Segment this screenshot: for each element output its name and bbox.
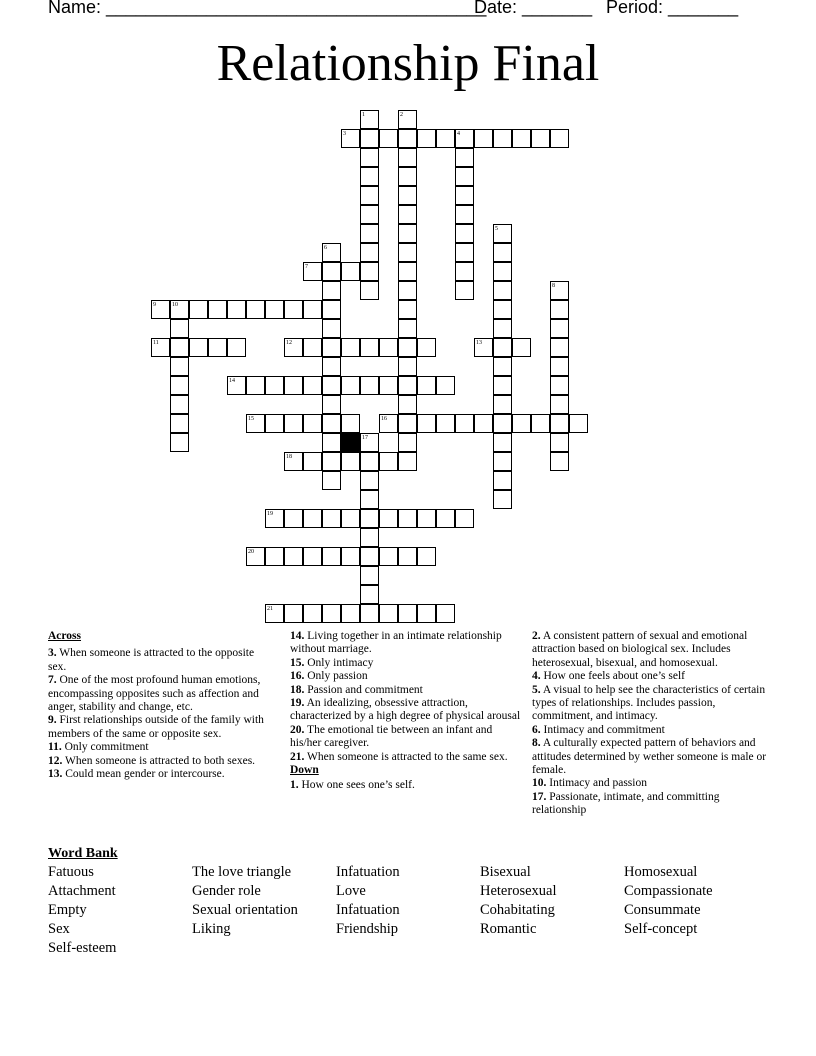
word-bank-item: Cohabitating bbox=[480, 902, 555, 918]
grid-cell[interactable] bbox=[398, 205, 417, 224]
grid-cell[interactable] bbox=[208, 338, 227, 357]
grid-cell[interactable] bbox=[455, 281, 474, 300]
word-bank-column-1 bbox=[48, 863, 116, 958]
grid-cell[interactable] bbox=[360, 110, 379, 129]
clues-column-2 bbox=[290, 630, 522, 793]
grid-cell[interactable] bbox=[341, 414, 360, 433]
word-bank-item: Liking bbox=[192, 921, 231, 937]
grid-cell[interactable] bbox=[322, 433, 341, 452]
grid-cell[interactable] bbox=[493, 129, 512, 148]
grid-cell[interactable] bbox=[170, 300, 189, 319]
grid-cell[interactable] bbox=[493, 490, 512, 509]
grid-cell[interactable] bbox=[417, 129, 436, 148]
grid-cell[interactable] bbox=[550, 338, 569, 357]
grid-cell[interactable] bbox=[341, 604, 360, 623]
grid-cell[interactable] bbox=[493, 414, 512, 433]
down-heading: Down bbox=[290, 764, 319, 777]
grid-cell[interactable] bbox=[322, 281, 341, 300]
grid-cell[interactable] bbox=[455, 224, 474, 243]
clue-number: 13 bbox=[476, 340, 482, 346]
grid-cell[interactable] bbox=[474, 338, 493, 357]
clue-number: 21 bbox=[267, 606, 273, 612]
grid-cell[interactable] bbox=[360, 528, 379, 547]
grid-cell[interactable] bbox=[455, 243, 474, 262]
clue-number: 15 bbox=[248, 416, 254, 422]
word-bank-item: Attachment bbox=[48, 883, 116, 899]
word-bank-item: Romantic bbox=[480, 921, 537, 937]
clue-down-8: 8. A culturally expected pattern of behaviors and attitudes determined by wether someone is male or female. bbox=[532, 737, 767, 777]
clue-across-15: 15. Only intimacy bbox=[290, 656, 374, 669]
grid-cell[interactable] bbox=[322, 243, 341, 262]
word-bank-item: Compassionate bbox=[624, 883, 713, 899]
grid-cell[interactable] bbox=[550, 395, 569, 414]
grid-cell[interactable] bbox=[455, 148, 474, 167]
grid-cell[interactable] bbox=[550, 433, 569, 452]
grid-cell[interactable] bbox=[455, 186, 474, 205]
clue-number: 8 bbox=[552, 283, 555, 289]
grid-cell[interactable] bbox=[341, 262, 360, 281]
word-bank-item: Empty bbox=[48, 902, 87, 918]
grid-cell[interactable] bbox=[170, 395, 189, 414]
grid-cell[interactable] bbox=[398, 262, 417, 281]
grid-cell[interactable] bbox=[417, 509, 436, 528]
date-field[interactable]: Date: _______ bbox=[474, 0, 593, 17]
clue-down-4: 4. How one feels about one’s self bbox=[532, 670, 685, 683]
word-bank-item: The love triangle bbox=[192, 864, 292, 880]
clue-across-16: 16. Only passion bbox=[290, 670, 368, 683]
grid-cell[interactable] bbox=[379, 509, 398, 528]
grid-cell[interactable] bbox=[303, 414, 322, 433]
clue-down-17: 17. Passionate, intimate, and committing relationship bbox=[532, 790, 720, 817]
clue-across-19: 19. An idealizing, obsessive attraction, characterized by a high degree of physical arousal bbox=[290, 697, 521, 723]
grid-cell[interactable] bbox=[189, 338, 208, 357]
across-heading: Across bbox=[48, 630, 82, 642]
grid-cell[interactable] bbox=[455, 262, 474, 281]
clue-number: 18 bbox=[286, 454, 292, 460]
grid-cell[interactable] bbox=[398, 167, 417, 186]
grid-cell[interactable] bbox=[360, 452, 379, 471]
clue-across-12: 12. When someone is attracted to both sexes. bbox=[48, 754, 256, 767]
grid-cell[interactable] bbox=[474, 129, 493, 148]
grid-cell[interactable] bbox=[303, 547, 322, 566]
word-bank-item: Self-esteem bbox=[48, 940, 117, 956]
grid-cell[interactable] bbox=[360, 585, 379, 604]
grid-cell[interactable] bbox=[227, 338, 246, 357]
grid-cell[interactable] bbox=[436, 376, 455, 395]
grid-cell[interactable] bbox=[284, 376, 303, 395]
grid-cell[interactable] bbox=[360, 604, 379, 623]
clue-number: 17 bbox=[362, 435, 368, 441]
grid-cell[interactable] bbox=[341, 129, 360, 148]
black-cell bbox=[341, 433, 360, 452]
grid-cell[interactable] bbox=[341, 452, 360, 471]
grid-cell[interactable] bbox=[360, 129, 379, 148]
word-bank-item: Fatuous bbox=[48, 864, 94, 880]
word-bank-item: Friendship bbox=[336, 921, 399, 937]
grid-cell[interactable] bbox=[360, 376, 379, 395]
grid-cell[interactable] bbox=[398, 376, 417, 395]
grid-cell[interactable] bbox=[493, 243, 512, 262]
grid-cell[interactable] bbox=[170, 414, 189, 433]
grid-cell[interactable] bbox=[474, 414, 493, 433]
grid-cell[interactable] bbox=[550, 300, 569, 319]
grid-cell[interactable] bbox=[360, 262, 379, 281]
grid-cell[interactable] bbox=[398, 110, 417, 129]
grid-cell[interactable] bbox=[398, 395, 417, 414]
clue-number: 11 bbox=[153, 340, 159, 346]
grid-cell[interactable] bbox=[398, 224, 417, 243]
grid-cell[interactable] bbox=[208, 300, 227, 319]
clue-number: 10 bbox=[172, 302, 178, 308]
clue-across-20: 20. The emotional tie between an infant and his/her caregiver. bbox=[290, 723, 493, 750]
grid-cell[interactable] bbox=[341, 376, 360, 395]
grid-cell[interactable] bbox=[398, 414, 417, 433]
clue-across-13: 13. Could mean gender or intercourse. bbox=[48, 768, 225, 781]
grid-cell[interactable] bbox=[360, 186, 379, 205]
grid-cell[interactable] bbox=[170, 338, 189, 357]
grid-cell[interactable] bbox=[493, 262, 512, 281]
grid-cell[interactable] bbox=[398, 338, 417, 357]
word-bank-column-2 bbox=[192, 863, 298, 939]
grid-cell[interactable] bbox=[322, 471, 341, 490]
clue-number: 9 bbox=[153, 302, 156, 308]
grid-cell[interactable] bbox=[455, 129, 474, 148]
grid-cell[interactable] bbox=[360, 338, 379, 357]
clues-column-3 bbox=[532, 630, 770, 818]
grid-cell[interactable] bbox=[151, 300, 170, 319]
grid-cell[interactable] bbox=[265, 509, 284, 528]
grid-cell[interactable] bbox=[151, 338, 170, 357]
word-bank-item: Infatuation bbox=[336, 902, 400, 918]
grid-cell[interactable] bbox=[189, 300, 208, 319]
grid-cell[interactable] bbox=[265, 604, 284, 623]
grid-cell[interactable] bbox=[284, 509, 303, 528]
grid-cell[interactable] bbox=[398, 129, 417, 148]
clue-across-7: 7. One of the most profound human emotions, encompassing opposites such as affection and anger, stability and change, etc. bbox=[48, 674, 261, 714]
word-bank-item: Self-concept bbox=[624, 921, 698, 937]
grid-cell[interactable] bbox=[493, 281, 512, 300]
grid-cell[interactable] bbox=[322, 547, 341, 566]
grid-cell[interactable] bbox=[569, 414, 588, 433]
grid-cell[interactable] bbox=[379, 452, 398, 471]
clue-down-5: 5. A visual to help see the characteristics of certain types of relationships. Includes passion, commitment, and intimacy. bbox=[532, 683, 766, 723]
grid-cell[interactable] bbox=[512, 414, 531, 433]
name-field[interactable]: Name: ______________________________________ bbox=[48, 0, 487, 17]
grid-cell[interactable] bbox=[341, 509, 360, 528]
grid-cell[interactable] bbox=[550, 414, 569, 433]
grid-cell[interactable] bbox=[360, 205, 379, 224]
clue-across-18: 18. Passion and commitment bbox=[290, 683, 423, 696]
clue-across-9: 9. First relationships outside of the family with members of the same or opposite sex. bbox=[48, 714, 264, 740]
grid-cell[interactable] bbox=[322, 414, 341, 433]
clue-across-3: 3. When someone is attracted to the opposite sex. bbox=[48, 647, 255, 673]
grid-cell[interactable] bbox=[322, 357, 341, 376]
clue-down-10: 10. Intimacy and passion bbox=[532, 777, 647, 790]
grid-cell[interactable] bbox=[436, 509, 455, 528]
grid-cell[interactable] bbox=[303, 338, 322, 357]
grid-cell[interactable] bbox=[360, 243, 379, 262]
word-bank-item: Infatuation bbox=[336, 864, 400, 880]
word-bank-item: Sex bbox=[48, 921, 70, 937]
grid-cell[interactable] bbox=[360, 167, 379, 186]
grid-cell[interactable] bbox=[455, 414, 474, 433]
grid-cell[interactable] bbox=[550, 376, 569, 395]
grid-cell[interactable] bbox=[398, 148, 417, 167]
grid-cell[interactable] bbox=[417, 338, 436, 357]
grid-cell[interactable] bbox=[398, 357, 417, 376]
grid-cell[interactable] bbox=[398, 319, 417, 338]
grid-cell[interactable] bbox=[303, 452, 322, 471]
grid-cell[interactable] bbox=[493, 376, 512, 395]
word-bank-item: Consummate bbox=[624, 902, 701, 918]
clue-number: 2 bbox=[400, 112, 403, 118]
grid-cell[interactable] bbox=[436, 414, 455, 433]
clue-number: 7 bbox=[305, 264, 308, 270]
grid-cell[interactable] bbox=[303, 604, 322, 623]
grid-cell[interactable] bbox=[493, 433, 512, 452]
grid-cell[interactable] bbox=[284, 338, 303, 357]
word-bank-item: Love bbox=[336, 883, 366, 899]
grid-cell[interactable] bbox=[246, 300, 265, 319]
clue-number: 12 bbox=[286, 340, 292, 346]
grid-cell[interactable] bbox=[398, 452, 417, 471]
grid-cell[interactable] bbox=[455, 509, 474, 528]
word-bank-item: Sexual orientation bbox=[192, 902, 298, 918]
grid-cell[interactable] bbox=[265, 300, 284, 319]
grid-cell[interactable] bbox=[493, 452, 512, 471]
grid-cell[interactable] bbox=[322, 395, 341, 414]
grid-cell[interactable] bbox=[303, 376, 322, 395]
grid-cell[interactable] bbox=[417, 547, 436, 566]
grid-cell[interactable] bbox=[531, 129, 550, 148]
clues-column-1 bbox=[48, 630, 273, 781]
word-bank-item: Gender role bbox=[192, 883, 261, 899]
grid-cell[interactable] bbox=[322, 300, 341, 319]
grid-cell[interactable] bbox=[550, 281, 569, 300]
grid-cell[interactable] bbox=[227, 376, 246, 395]
word-bank-item: Homosexual bbox=[624, 864, 698, 880]
grid-cell[interactable] bbox=[322, 604, 341, 623]
grid-cell[interactable] bbox=[379, 129, 398, 148]
grid-cell[interactable] bbox=[284, 414, 303, 433]
grid-cell[interactable] bbox=[170, 319, 189, 338]
grid-cell[interactable] bbox=[360, 224, 379, 243]
grid-cell[interactable] bbox=[322, 452, 341, 471]
word-bank-column-4 bbox=[480, 863, 557, 939]
grid-cell[interactable] bbox=[550, 319, 569, 338]
grid-cell[interactable] bbox=[170, 433, 189, 452]
grid-cell[interactable] bbox=[493, 395, 512, 414]
grid-cell[interactable] bbox=[303, 300, 322, 319]
clue-number: 16 bbox=[381, 416, 387, 422]
grid-cell[interactable] bbox=[170, 357, 189, 376]
grid-cell[interactable] bbox=[398, 243, 417, 262]
grid-cell[interactable] bbox=[303, 262, 322, 281]
grid-cell[interactable] bbox=[493, 357, 512, 376]
grid-cell[interactable] bbox=[246, 376, 265, 395]
grid-cell[interactable] bbox=[284, 604, 303, 623]
page-title: Relationship Final bbox=[216, 35, 600, 92]
grid-cell[interactable] bbox=[398, 186, 417, 205]
grid-cell[interactable] bbox=[322, 376, 341, 395]
grid-cell[interactable] bbox=[170, 376, 189, 395]
grid-cell[interactable] bbox=[265, 376, 284, 395]
grid-cell[interactable] bbox=[398, 509, 417, 528]
grid-cell[interactable] bbox=[398, 300, 417, 319]
clue-number: 5 bbox=[495, 226, 498, 232]
grid-cell[interactable] bbox=[398, 604, 417, 623]
grid-cell[interactable] bbox=[360, 471, 379, 490]
clue-across-14: 14. Living together in an intimate relationship without marriage. bbox=[290, 630, 502, 656]
grid-cell[interactable] bbox=[246, 414, 265, 433]
grid-cell[interactable] bbox=[455, 205, 474, 224]
grid-cell[interactable] bbox=[398, 547, 417, 566]
grid-cell[interactable] bbox=[550, 452, 569, 471]
grid-cell[interactable] bbox=[379, 338, 398, 357]
grid-cell[interactable] bbox=[322, 338, 341, 357]
grid-cell[interactable] bbox=[360, 148, 379, 167]
grid-cell[interactable] bbox=[360, 547, 379, 566]
grid-cell[interactable] bbox=[284, 547, 303, 566]
grid-cell[interactable] bbox=[360, 509, 379, 528]
grid-cell[interactable] bbox=[550, 357, 569, 376]
grid-cell[interactable] bbox=[360, 433, 379, 452]
grid-cell[interactable] bbox=[417, 414, 436, 433]
clue-number: 20 bbox=[248, 549, 254, 555]
grid-cell[interactable] bbox=[379, 604, 398, 623]
grid-cell[interactable] bbox=[493, 471, 512, 490]
clue-across-11: 11. Only commitment bbox=[48, 741, 149, 754]
grid-cell[interactable] bbox=[436, 604, 455, 623]
grid-cell[interactable] bbox=[322, 509, 341, 528]
grid-cell[interactable] bbox=[417, 376, 436, 395]
grid-cell[interactable] bbox=[493, 224, 512, 243]
grid-cell[interactable] bbox=[322, 319, 341, 338]
grid-cell[interactable] bbox=[265, 547, 284, 566]
clue-number: 1 bbox=[362, 112, 365, 118]
grid-cell[interactable] bbox=[531, 414, 550, 433]
clue-number: 19 bbox=[267, 511, 273, 517]
grid-cell[interactable] bbox=[341, 338, 360, 357]
period-field[interactable]: Period: _______ bbox=[606, 0, 739, 17]
grid-cell[interactable] bbox=[227, 300, 246, 319]
clue-down-1: 1. How one sees one’s self. bbox=[290, 779, 415, 792]
word-bank-item: Bisexual bbox=[480, 864, 531, 880]
grid-cell[interactable] bbox=[493, 338, 512, 357]
grid-cell[interactable] bbox=[284, 300, 303, 319]
word-bank-item: Heterosexual bbox=[480, 883, 557, 899]
grid-cell[interactable] bbox=[512, 338, 531, 357]
clue-number: 3 bbox=[343, 131, 346, 137]
grid-cell[interactable] bbox=[550, 129, 569, 148]
clue-number: 14 bbox=[229, 378, 235, 384]
grid-cell[interactable] bbox=[360, 490, 379, 509]
grid-cell[interactable] bbox=[379, 414, 398, 433]
grid-cell[interactable] bbox=[379, 547, 398, 566]
grid-cell[interactable] bbox=[322, 262, 341, 281]
grid-cell[interactable] bbox=[493, 300, 512, 319]
grid-cell[interactable] bbox=[246, 547, 265, 566]
grid-cell[interactable] bbox=[398, 433, 417, 452]
grid-cell[interactable] bbox=[455, 167, 474, 186]
clue-down-6: 6. Intimacy and commitment bbox=[532, 723, 665, 736]
word-bank-heading: Word Bank bbox=[48, 846, 118, 861]
grid-cell[interactable] bbox=[417, 604, 436, 623]
grid-cell[interactable] bbox=[341, 547, 360, 566]
grid-cell[interactable] bbox=[436, 129, 455, 148]
grid-cell[interactable] bbox=[265, 414, 284, 433]
clue-number: 4 bbox=[457, 131, 460, 137]
grid-cell[interactable] bbox=[284, 452, 303, 471]
word-bank-column-5 bbox=[624, 863, 713, 939]
grid-cell[interactable] bbox=[379, 376, 398, 395]
clue-number: 6 bbox=[324, 245, 327, 251]
grid-cell[interactable] bbox=[303, 509, 322, 528]
grid-cell[interactable] bbox=[512, 129, 531, 148]
grid-cell[interactable] bbox=[398, 281, 417, 300]
clue-down-2: 2. A consistent pattern of sexual and emotional attraction based on biological sex. Includes heterosexual, bisexual, and homosexual. bbox=[532, 630, 748, 669]
clue-across-21: 21. When someone is attracted to the same sex. bbox=[290, 750, 508, 763]
grid-cell[interactable] bbox=[360, 566, 379, 585]
word-bank-column-3 bbox=[336, 863, 400, 939]
grid-cell[interactable] bbox=[493, 319, 512, 338]
grid-cell[interactable] bbox=[360, 281, 379, 300]
